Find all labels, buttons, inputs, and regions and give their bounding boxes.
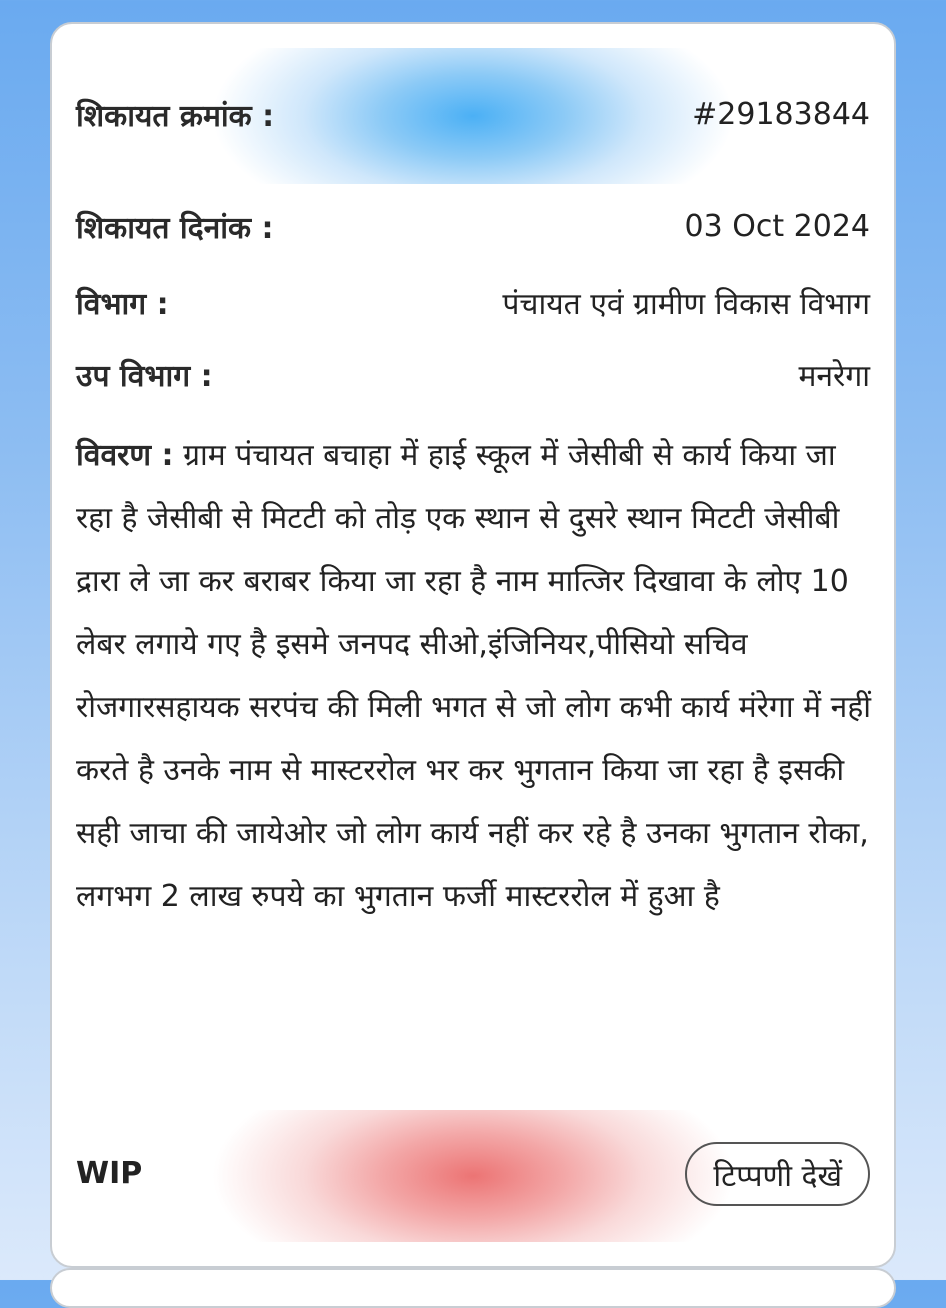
department-row [76,282,870,323]
subdepartment-value: मनरेगा [798,359,870,394]
description-label: विवरण : [76,438,174,473]
complaint-date-row [76,206,870,247]
description [76,424,872,928]
subdepartment-label: उप विभाग : [76,359,213,394]
department-value: पंचायत एवं ग्रामीण विकास विभाग [502,287,870,322]
complaint-card [50,22,896,1268]
department-label: विभाग : [76,287,169,322]
complaint-date-label: शिकायत दिनांक : [76,211,274,246]
next-complaint-card[interactable] [50,1268,896,1308]
complaint-id-value: #29183844 [692,97,870,132]
complaint-id-label: शिकायत क्रमांक : [76,99,275,134]
subdepartment-row [76,354,870,395]
description-text: ग्राम पंचायत बचाहा में हाई स्कूल में जेसीबी से कार्य किया जा रहा है जेसीबी से मिटटी को तोड़ एक स्थान से दुसरे स्थान मिटटी जेसीबी द्रारा ले जा कर बराबर किया जा रहा है नाम मात्जिर दिखावा के लोए 10 लेबर लगाये गए है इसमे जनपद सीओ,इंजिनियर,पीसियो सचिव रोजगारसहायक सरपंच की मिली भगत से जो लोग कभी कार्य मंरेगा में नहीं करते है उनके नाम से मास्टररोल भर कर भुगतान किया जा रहा है इसकी सही जाचा की जायेओर जो लोग कार्य नहीं कर रहे है उनका भुगतान रोका, लगभग 2 लाख रुपये का भुगतान फर्जी मास्टररोल में हुआ है [76,438,872,914]
view-comments-button[interactable]: टिप्पणी देखें [685,1142,870,1206]
complaint-id-row [76,94,870,135]
status-badge: WIP [76,1156,143,1191]
complaint-date-value: 03 Oct 2024 [684,209,870,244]
